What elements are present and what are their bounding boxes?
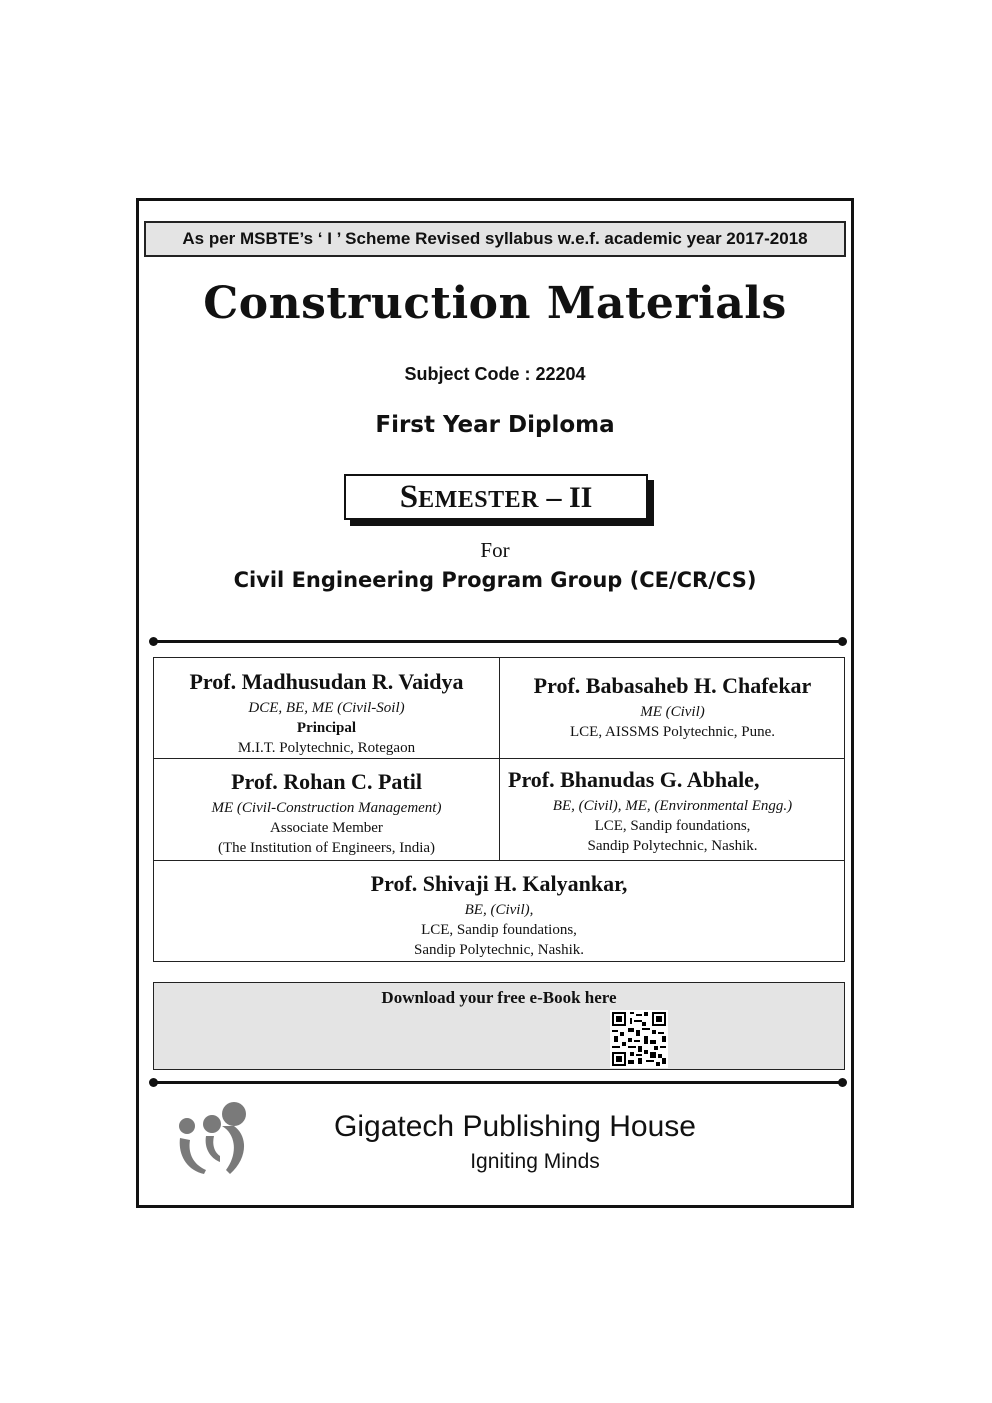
author-degree: BE, (Civil), ME, (Environmental Engg.) bbox=[552, 798, 793, 814]
row-divider bbox=[154, 860, 844, 861]
author-degree: BE, (Civil), bbox=[464, 902, 534, 918]
author-affiliation: LCE, Sandip foundations, bbox=[594, 818, 751, 834]
semester-initial: S bbox=[399, 479, 419, 515]
publisher-name: Gigatech Publishing House bbox=[334, 1110, 696, 1143]
semester-rest: EMESTER bbox=[418, 487, 539, 513]
divider-bottom bbox=[152, 1081, 844, 1084]
author-degree: DCE, BE, ME (Civil-Soil) bbox=[248, 700, 405, 716]
year-label: First Year Diploma bbox=[375, 412, 615, 438]
author-cell bbox=[154, 668, 499, 758]
author-name: Prof. Shivaji H. Kalyankar, bbox=[370, 871, 628, 896]
author-affiliation: M.I.T. Polytechnic, Rotegaon bbox=[237, 740, 416, 756]
divider-top bbox=[152, 640, 844, 643]
author-name: Prof. Babasaheb H. Chafekar bbox=[533, 673, 812, 698]
author-cell bbox=[154, 768, 499, 858]
author-cell bbox=[500, 766, 845, 856]
ebook-label: Download your free e-Book here bbox=[381, 988, 617, 1007]
row-divider bbox=[154, 758, 844, 759]
semester-number: – II bbox=[538, 481, 593, 514]
author-name: Prof. Rohan C. Patil bbox=[231, 769, 422, 794]
author-affiliation: LCE, AISSMS Polytechnic, Pune. bbox=[569, 724, 775, 740]
ebook-download-panel[interactable] bbox=[153, 982, 845, 1070]
author-affiliation: Associate Member bbox=[270, 820, 383, 836]
publisher-logo-icon bbox=[176, 1102, 252, 1176]
semester-box bbox=[344, 474, 648, 520]
authors-table bbox=[153, 657, 845, 962]
program-group: Civil Engineering Program Group (CE/CR/CS) bbox=[233, 568, 757, 592]
author-affiliation: LCE, Sandip foundations, bbox=[421, 922, 577, 938]
author-cell bbox=[154, 870, 844, 960]
author-degree: ME (Civil) bbox=[640, 704, 705, 720]
publisher-tagline: Igniting Minds bbox=[470, 1150, 600, 1173]
author-name: Prof. Bhanudas G. Abhale, bbox=[508, 767, 760, 792]
author-affiliation: (The Institution of Engineers, India) bbox=[217, 840, 436, 856]
author-affiliation: Sandip Polytechnic, Nashik. bbox=[587, 838, 758, 854]
book-title: Construction Materials bbox=[203, 278, 787, 329]
author-cell bbox=[500, 672, 845, 742]
author-role: Principal bbox=[296, 720, 357, 736]
qr-code-icon[interactable] bbox=[610, 1010, 668, 1068]
author-name: Prof. Madhusudan R. Vaidya bbox=[189, 669, 464, 694]
subject-code: Subject Code : 22204 bbox=[404, 364, 586, 384]
author-affiliation: Sandip Polytechnic, Nashik. bbox=[414, 942, 584, 958]
scheme-note: As per MSBTE’s ‘ I ’ Scheme Revised syllabus w.e.f. academic year 2017-2018 bbox=[144, 221, 846, 257]
for-label: For bbox=[480, 538, 510, 562]
author-degree: ME (Civil-Construction Management) bbox=[211, 800, 442, 816]
